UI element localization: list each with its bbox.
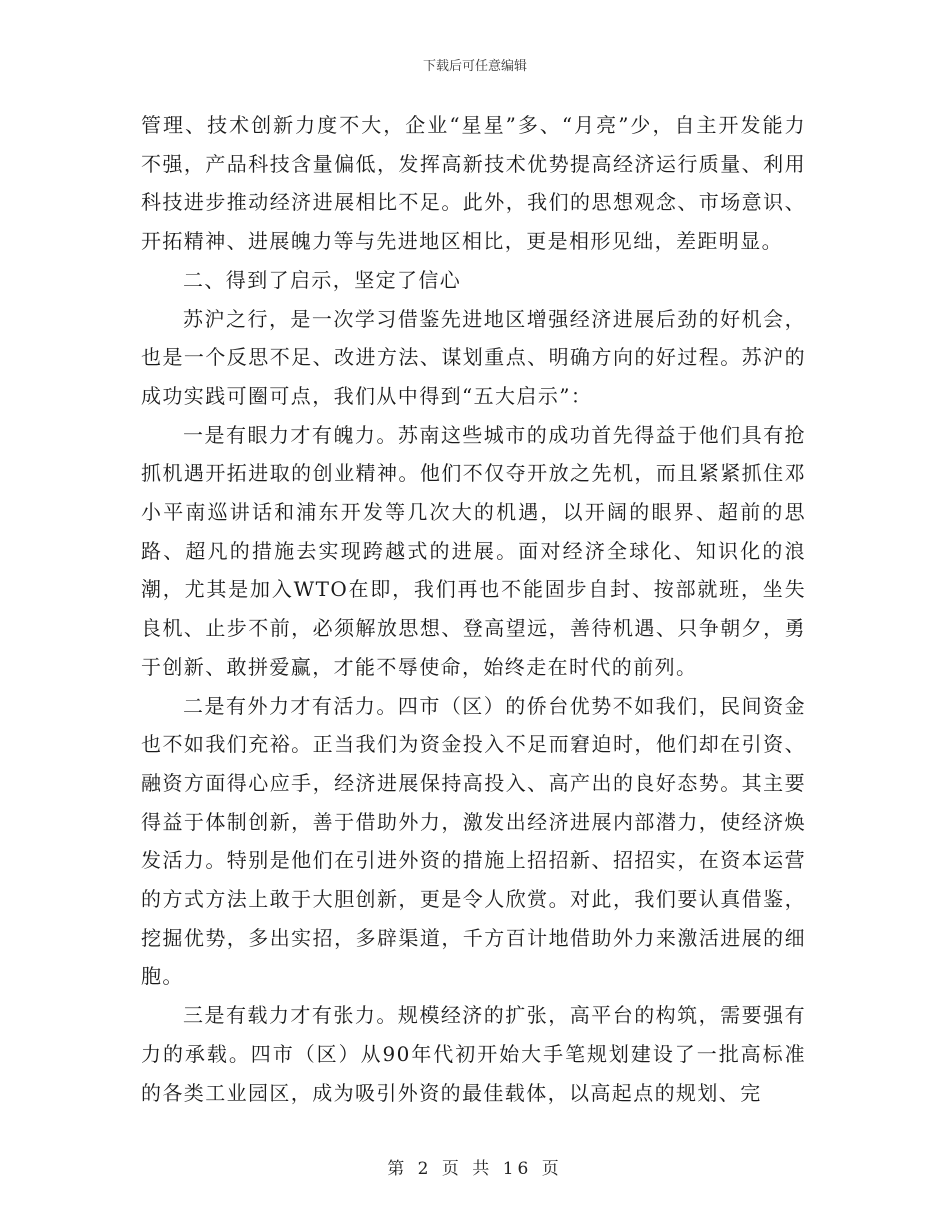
page-footer: 第 2 页 共 16 页 <box>387 1159 563 1179</box>
paragraph-4: 一是有眼力才有魄力。苏南这些城市的成功首先得益于他们具有抢抓机遇开拓进取的创业精神。他们不仅夺开放之先机，而且紧紧抓住邓小平南巡讲话和浦东开发等几次大的机遇，以开阔的眼界、超前的思路、超凡的措施去实现跨越式的进展。面对经济全球化、知识化的浪潮，尤其是加入WTO在即，我们再也不能固步自封、按部就班，坐失良机、止步不前，必须解放思想、登高望远，善待机遇、只争朝夕，勇于创新、敢拼爱赢，才能不辱使命，始终走在时代的前列。 <box>141 422 806 679</box>
paragraph-1: 管理、技术创新力度不大，企业“星星”多、“月亮”少，自主开发能力不强，产品科技含量偏低，发挥高新技术优势提高经济运行质量、利用科技进步推动经济进展相比不足。此外，我们的思想观念、市场意识、开拓精神、进展魄力等与先进地区相比，更是相形见绌，差距明显。 <box>141 113 806 254</box>
paragraph-6: 三是有载力才有张力。规模经济的扩张，高平台的构筑，需要强有力的承载。四市（区）从90年代初开始大手笔规划建设了一批高标准的各类工业园区，成为吸引外资的最佳载体，以高起点的规划、完 <box>141 1003 806 1105</box>
paragraph-5: 二是有外力才有活力。四市（区）的侨台优势不如我们，民间资金也不如我们充裕。正当我们为资金投入不足而窘迫时，他们却在引资、融资方面得心应手，经济进展保持高投入、高产出的良好态势。其主要得益于体制创新，善于借助外力，激发出经济进展内部潜力，使经济焕发活力。特别是他们在引进外资的措施上招招新、招招实，在资本运营的方式方法上敢于大胆创新，更是令人欣赏。对此，我们要认真借鉴，挖掘优势，多出实招，多辟渠道，千方百计地借助外力来激活进展的细胞。 <box>141 693 806 989</box>
section-heading: 二、得到了启示，坚定了信心 <box>183 267 462 292</box>
body-text <box>141 106 806 1112</box>
page-header: 下载后可任意编辑 <box>422 59 527 74</box>
paragraph-3: 苏沪之行，是一次学习借鉴先进地区增强经济进展后劲的好机会，也是一个反思不足、改进方法、谋划重点、明确方向的好过程。苏沪的成功实践可圈可点，我们从中得到“五大启示”： <box>141 306 806 408</box>
